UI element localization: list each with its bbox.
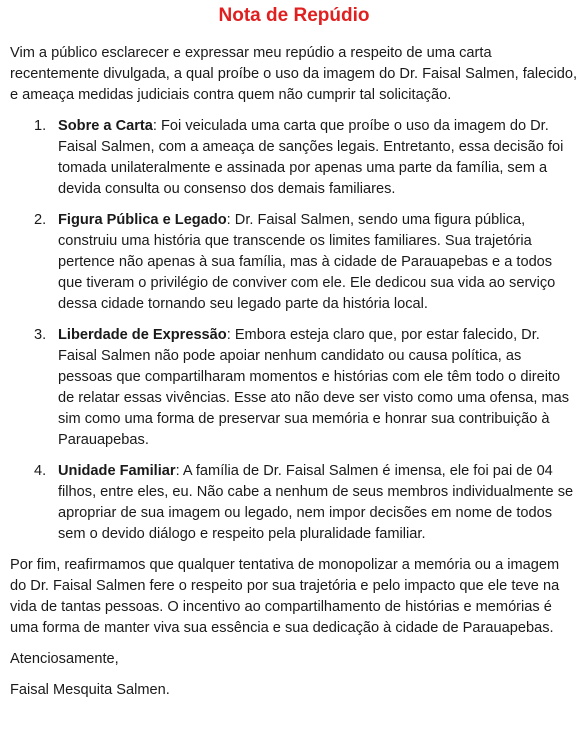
list-item-number: 1. (34, 118, 47, 134)
points-list (10, 116, 578, 545)
list-item-heading: Liberdade de Expressão (58, 327, 227, 343)
list-item-heading: Unidade Familiar (58, 463, 176, 479)
list-item-heading: Sobre a Carta (58, 118, 153, 134)
list-item (10, 461, 578, 545)
intro-paragraph: Vim a público esclarecer e expressar meu repúdio a respeito de uma carta recentemente divulgada, a qual proíbe o uso da imagem do Dr. Faisal Salmen, falecido, e ameaça medidas judiciais contra quem não cumprir tal solicitação. (10, 45, 578, 103)
closing-paragraph: Por fim, reafirmamos que qualquer tentativa de monopolizar a memória ou a imagem do Dr. Faisal Salmen fere o respeito por sua trajetória e pelo impacto que ele teve na vida de tantas pessoas. O incentivo ao compartilhamento de histórias e memórias é uma forma de manter viva sua essência e sua dedicação à cidade de Parauapebas. (10, 557, 560, 636)
signoff: Atenciosamente, (10, 651, 119, 667)
list-item-number: 2. (34, 212, 47, 228)
document-title: Nota de Repúdio (218, 5, 370, 26)
list-item-number: 4. (34, 463, 47, 479)
list-item (10, 325, 578, 451)
list-item (10, 116, 578, 200)
list-item-text: : Foi veiculada uma carta que proíbe o uso da imagem do Dr. Faisal Salmen, com a ameaça de sanções legais. Entretanto, essa decisão foi tomada unilateralmente e assinada por apenas uma parte da família, sem a devida consulta ou consenso dos demais familiares. (58, 118, 564, 197)
list-item-number: 3. (34, 327, 47, 343)
list-item-text: : Dr. Faisal Salmen, sendo uma figura pública, construiu uma história que transcende os limites familiares. Sua trajetória pertence não apenas à sua família, mas à cidade de Parauapebas e a todos que tiveram o privilégio de conviver com ele. Ele dedicou sua vida ao serviço dessa cidade tornando seu legado parte da história local. (58, 212, 556, 312)
list-item (10, 210, 578, 315)
list-item-text: : Embora esteja claro que, por estar falecido, Dr. Faisal Salmen não pode apoiar nenhum candidato ou causa política, as pessoas que compartilharam momentos e histórias com ele têm todo o direito de relatar essas vivências. Esse ato não deve ser visto como uma ofensa, mas sim como uma forma de preservar sua memória e honrar sua contribuição à Parauapebas. (58, 327, 570, 448)
list-item-heading: Figura Pública e Legado (58, 212, 227, 228)
list-item-text: : A família de Dr. Faisal Salmen é imensa, ele foi pai de 04 filhos, entre eles, eu. Não cabe a nenhum de seus membros individualmente se apropriar de sua imagem ou legado, nem impor decisões em nome de todos sem o devido diálogo e respeito pela pluralidade familiar. (58, 463, 574, 542)
signature: Faisal Mesquita Salmen. (10, 682, 170, 698)
